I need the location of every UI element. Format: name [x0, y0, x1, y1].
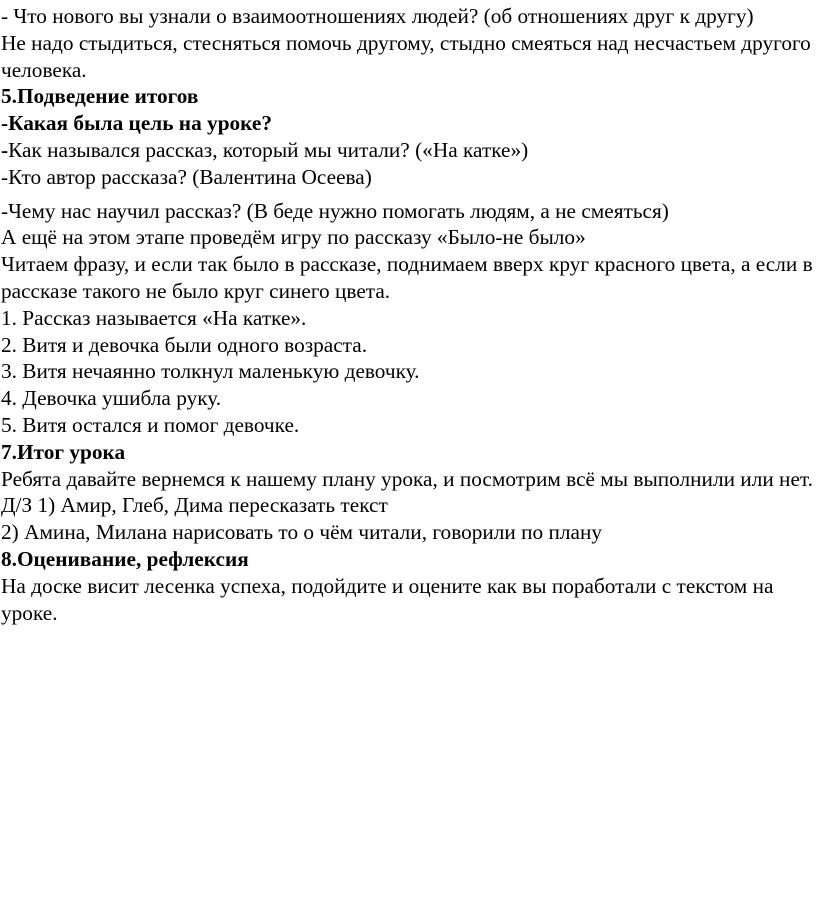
game-statement-2: 2. Витя и девочка были одного возраста.	[1, 332, 368, 357]
game-statement-3: 3. Витя нечаянно толкнул маленькую девочку.	[1, 359, 420, 384]
section-heading-reflection: 8.Оценивание, рефлексия	[1, 546, 249, 571]
question-story-author: -Кто автор рассказа? (Валентина Осеева)	[1, 164, 372, 189]
lesson-plan-review: Ребята давайте вернемся к нашему плану урока, и посмотрим всё мы выполнили или нет.	[1, 466, 813, 491]
game-statement-5: 5. Витя остался и помог девочке.	[1, 412, 300, 437]
game-statement-4: 4. Девочка ушибла руку.	[1, 386, 222, 411]
question-relationships: - Что нового вы узнали о взаимоотношениях людей? (об отношениях друг к другу)	[1, 4, 754, 28]
homework-1: Д/З 1) Амир, Глеб, Дима пересказать текст	[1, 493, 388, 518]
question-story-title-text: Как назывался рассказ, который мы читали? («На катке»)	[8, 137, 529, 162]
reflection-text: На доске висит лесенка успеха, подойдите и оцените как вы поработали с текстом на уроке.	[1, 573, 774, 625]
section-heading-summary: 5.Подведение итогов	[1, 84, 199, 109]
question-story-lesson: -Чему нас научил рассказ? (В беде нужно помогать людям, а не смеяться)	[1, 198, 669, 223]
bold-dash: -	[1, 137, 9, 162]
homework-2: 2) Амина, Милана нарисовать то о чём читали, говорили по плану	[1, 520, 603, 545]
game-instructions: Читаем фразу, и если так было в рассказе, поднимаем вверх круг красного цвета, а если в рассказе такого не было круг синего цвета.	[1, 252, 813, 303]
document-page	[1, 3, 813, 626]
section-heading-lesson-result: 7.Итог урока	[1, 439, 126, 464]
question-story-title	[1, 137, 813, 164]
game-statement-1: 1. Рассказ называется «На катке».	[1, 305, 307, 330]
game-intro: А ещё на этом этапе проведём игру по рассказу «Было-не было»	[1, 225, 586, 250]
answer-relationships: Не надо стыдиться, стесняться помочь другому, стыдно смеяться над несчастьем другого человека.	[1, 30, 811, 82]
question-lesson-goal: -Какая была цель на уроке?	[1, 111, 273, 136]
